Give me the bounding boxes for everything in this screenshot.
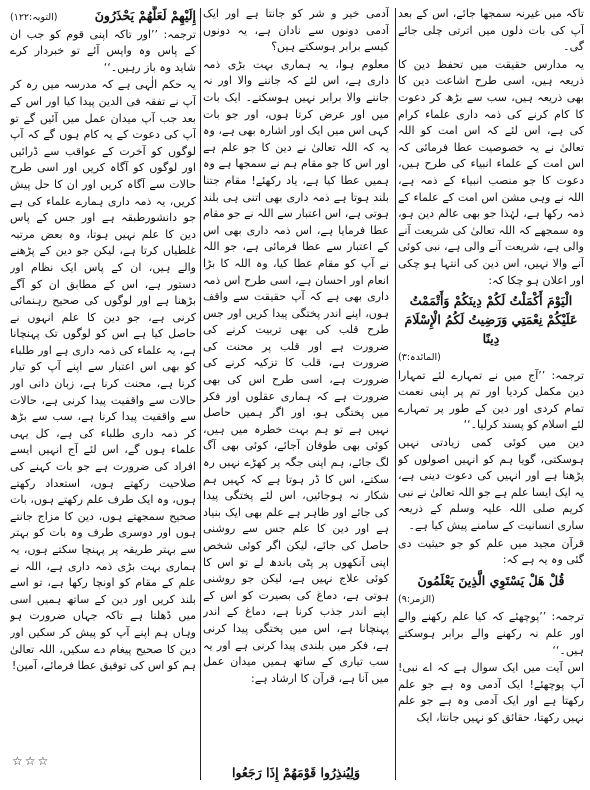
translation: ترجمہ: ’’آج میں نے تمہارے لئے تمہارا دین مکمل کردیا اور تم پر اپنی نعمت تمام کردی اور دین کے طور پر تمہارے لئے اسلام کو پسند کرلیا۔‘‘ (398, 368, 584, 432)
text-column-middle (203, 6, 389, 782)
column-divider (200, 8, 201, 780)
text-column-right (398, 6, 584, 782)
paragraph: قرآن مجید میں علم کو جو حیثیت دی گئی وہ یہ ہے کہ: (398, 536, 584, 567)
paragraph: آدمی خیر و شر کو جانتا ہے اور ایک آدمی دونوں سے نادان ہے، یہ دونوں کیسے برابر ہوسکتے ہیں؟ (203, 7, 389, 54)
quran-verse: إِلَيْهِمْ لَعَلَّهُمْ يَحْذَرُونَ (94, 8, 196, 23)
verse-reference: (التوبہ:۱۲۲) (10, 12, 58, 23)
verse-reference: (الزمر:۹) (398, 593, 435, 605)
column-divider (395, 8, 396, 780)
quran-verse: قُلْ هَلْ يَسْتَوِي الَّذِينَ يَعْلَمُونَ (417, 572, 565, 588)
quran-verse: وَلِيُنذِرُوا قَوْمَهُمْ إِذَا رَجَعُوا (232, 765, 360, 780)
paragraph: دین میں کوئی کمی زیادتی نہیں ہوسکتی، گویا ہم کو انہیں اصولوں کو پڑھنا ہے اور انہیں کی دعوت دینی ہے، یہ ایک ایسا علم ہے جو اللہ تعالیٰ نے نبی کریم صلی اللہ علیہ وسلم کے ذریعہ ساری انسانیت کے سامنے پیش کیا ہے۔ (398, 436, 584, 533)
translation: ترجمہ: ’’پوچھئے کہ کیا علم رکھنے والے اور علم نہ رکھنے والے برابر ہوسکتے ہیں۔‘‘ (398, 610, 584, 657)
paragraph: معلوم ہوا، یہ ہماری بہت بڑی ذمہ داری ہے، اس لئے کہ جاننے والا اور نہ جاننے والا برابر نہیں ہوسکتے۔ ایک بات میں اور عرض کرتا ہوں، اور جو بات کہی اس میں ایک اور اشارہ بھی ہے، وہ یہ کہ اللہ تعالیٰ نے دین کا جو علم ہے اور اس کا جو مقام ہم نے سمجھا ہے وہ ہمیں عطا کیا ہے، یاد رکھئے! مقام جتنا بلند ہوتا ہے ذمہ داری بھی اتنی ہی بلند ہوتی ہے، اس اعتبار سے اللہ نے جو مقام عطا فرمایا ہے، اس ذمہ داری بھی اس کے اعتبار سے عطا فرمائی ہے، جو اللہ نے آپ کو مقام عطا کیا، وہ اللہ کا بڑا انعام اور احسان ہے، اسی طرح اس ذمہ داری بھی ہے کہ آپ حقیقت سے واقف ہوں، اپنے اندر پختگی پیدا کریں اور جس طرح قلب کی بھی تربیت کرنے کی ضرورت ہے اور قلب پر محنت کی ضرورت ہے، قلب کا تزکیہ کرنے کی ضرورت ہے، اسی طرح اس کی بھی ضرورت ہے کہ ہماری عقلوں اور فکر میں پختگی ہو، اور اگر ہمیں حاصل نہیں ہے تو ہم بہت خطرہ میں ہیں، کوئی بھی طوفان آجائے، کوئی بھی آگ لگ جائے، ہم اپنی جگہ پر کھڑے نہیں رہ سکتے، اس کا ڈر ہوتا ہے کہ کہیں ہم شکار نہ ہوجائیں، اس لئے پختگی پیدا کی جائے اور ظاہر ہے علم بھی ایک بنیاد ہے اور دین کا علم جس سے روشنی حاصل کی جائے، لیکن اگر کوئی شخص اپنی آنکھوں پر پٹی باندھ لے تو اس کا کوئی علاج نہیں ہے، لیکن جو روشنی ہوتی ہے، دماغ کی بصیرت کو اس کے اپنے اندر جذب کرنا ہے، دماغ کے اندر پہنچانا ہے، اس میں پختگی پیدا کرنی ہے، فکر میں بلندی پیدا کرنی ہے اور یہ سب تیاری کے ساتھ ہمیں میدان عمل میں آنا ہے، قرآن کا ارشاد ہے: (203, 57, 389, 685)
quran-verse: الْيَوْمَ أَكْمَلْتُ لَكُمْ دِينَكُمْ وَأَتْمَمْتُ عَلَيْكُمْ نِعْمَتِي وَرَضِيتُ لَكُمُ الْإِسْلَامَ دِينًا (404, 293, 578, 347)
verse-reference: (المائدہ:۳) (398, 352, 441, 364)
verse-row (10, 6, 196, 27)
paragraph: اس آیت میں ایک سوال ہے کہ اے نبی! آپ پوچھئے! ایک آدمی وہ ہے جو علم رکھتا ہے اور ایک آدمی وہ ہے جو علم نہیں رکھتا، حقائق کو نہیں جانتا، ایک (398, 661, 584, 724)
translation: ترجمہ: ’’اور تاکہ اپنی قوم کو جب ان کے پاس وہ واپس آئے تو خبردار کرے شاید وہ باز رہیں۔‘‘ (10, 27, 196, 74)
end-stars: ☆☆☆ (12, 754, 51, 768)
text-column-left (10, 6, 196, 782)
paragraph: یہ حکم الٰہی ہے کہ مدرسہ میں رہ کر آپ نے تفقہ فی الدین پیدا کیا اور اس کے بعد جب آپ میدان عمل میں آئیں گے تو آپ کی دعوت کے یہ کام ہوں گے کہ آپ لوگوں کو آخرت کے عواقب سے ڈرائیں اور لوگوں کو آگاہ کریں اور اسی طرح حالات سے آگاہ کریں اور ان کا حل پیش کریں، یہ ذمہ داری ہمارے علماء کی ہے جو دانشورطبقہ ہے اور جس کے پاس دین کا علم نہیں ہوتا، وہ بعض مرتبہ غلطیاں کرتا ہے، لیکن جو دین کے پڑھنے والے ہیں، ان کے پاس ایک نظام اور دستور ہے، اس کے مطابق ان کو آگے بڑھنا ہے اور لوگوں کی صحیح رہنمائی کرنی ہے، جو دین کا علم انہوں نے حاصل کیا ہے اس کو لوگوں تک پہنچانا ہے، یہ علماء کی ذمہ داری ہے اور طلباء کو بھی اس اعتبار سے اپنے آپ کو تیار کرنا ہے، محنت کرنا ہے، زبان دانی اور حالات سے واقفیت پیدا کرنی ہے، حالات سے واقفیت پیدا کرنا ہے، سب سے بڑھ کر ذمہ داری طلباء کی ہے، کل یہی علماء ہوں گے، اس لئے آج انہیں ایسے افراد کی ضرورت ہے جو بات کہنے کی صلاحیت رکھتے ہوں، استعداد رکھتے ہوں، وہ ایک طرف علم رکھتے ہوں، بات صحیح سمجھتے ہوں، دین کا مزاج جانتے ہوں اور دوسری طرف وہ بات کو بہتر سے بہتر طریقہ پر پہنچا سکتے ہوں، یہ ہماری بہت بڑی ذمہ داری ہے، اللہ نے علم کے مقام کو اونچا رکھا ہے، تو اسے بلند کریں اور دین کے ساتھ ہمیں اسی میں ڈھلنا ہے تاکہ جہاں ضرورت ہو وہاں ہم اپنے آپ کو پیش کر سکیں اور دین کا صحیح پیغام دے سکیں، اللہ تعالیٰ ہم کو اس کی توفیق عطا فرمائے، آمین! (10, 78, 196, 673)
paragraph: تاکہ میں غیرنہ سمجھا جائے، اس کے بعد آپ کی بات دلوں میں اترتی چلی جائے گی۔ (398, 7, 584, 54)
paragraph: یہ مدارس حقیقت میں تحفظ دین کا ذریعہ ہیں، اسی طرح اشاعت دین کا بھی ذریعہ ہیں، سب سے بڑھ کر دعوت کا کام کرنے کی ذمہ داری علماء کرام کی ہے، اس لئے کہ اس امت کو اللہ تعالیٰ نے یہ خصوصیت عطا فرمائی کہ اس امت کے علماء انبیاء کی طرح ہیں، دعوت کا جو منصب انبیاء کے ذمہ ہے، اللہ نے وہی مشن اس امت کے علماء کے ذمہ رکھا ہے، لہٰذا جو بھی عالم دین ہو، وہ سمجھے کہ اللہ تعالیٰ کی شریعت آنے والی ہے، شریعت آنے والی ہے، نبی کوئی آنے والا نہیں، اس دین کی انتہا ہو چکی اور اعلان ہو چکا کہ: (398, 57, 584, 287)
